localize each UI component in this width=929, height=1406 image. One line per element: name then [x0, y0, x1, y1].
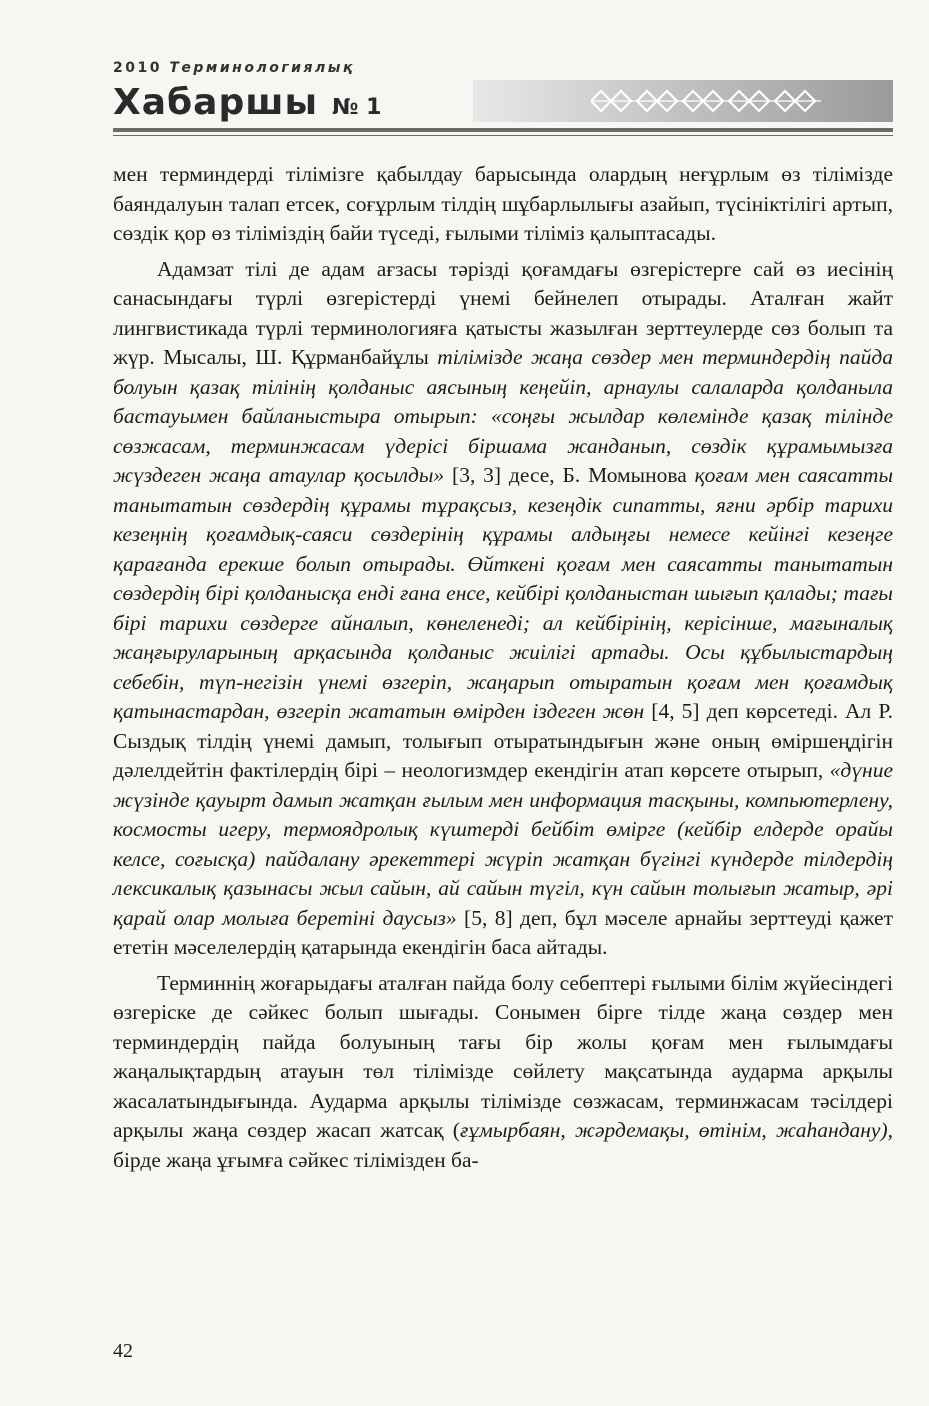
- article-body: [113, 160, 893, 1181]
- p2-text-c: [3, 3] десе, Б. Момынова: [444, 463, 695, 487]
- header-rule-thin: [113, 135, 893, 136]
- p2-text-a: Адамзат тілі де адам ағзасы тәрізді қоғамдағы өзгерістерге сай өз иесінің санасындағы түрлі өзгерістерді үнемі бейнелеп отырады. Аталған жайт лингвистикада түрлі терминологияға қатысты жазылған зерттеулерде сөз болып та жүр. Мысалы, Ш. Құрманбайұлы: [113, 256, 893, 369]
- p2-quote-d: қоғам мен саясатты танытатын сөздердің құрамы тұрақсыз, кезеңдік сипатты, яғни әрбір тарихи кезеңнің қоғамдық-саяси сөздерінің құрамы алдыңғы немесе кейінгі кезеңге қарағанда ерекше болып отырады. Өйткені қоғам мен саясатты танытатын сөздердің бірі қолданысқа енді ғана енсе, кейбірі қолданыстан шығып қалады; тағы бірі тарихи сөздерге айналып, көнеленеді; ал кейбірінің, керісінше, мағыналық жаңғыруларының арқасында қолданыс жиілігі артады. Осы құбылыстардың себебін, түп-негізін үнемі өзгеріп, жаңарып отыратын қоғам мен қоғамдық қатынастардан, өзгеріп жататын өмірден іздеген жөн: [113, 463, 893, 723]
- paragraph-1: мен терминдерді тілімізге қабылдау барысында олардың неғұрлым өз тілімізде баяндалуын талап етсек, соғұрлым тілдің шұбарлылығы азайып, түсініктілігі артып, сөздік қор өз тіліміздің байи түседі, ғылыми тіліміз қалыптасады.: [113, 162, 893, 245]
- p3-text-a: Терминнің жоғарыдағы аталған пайда болу себептері ғылыми білім жүйесіндегі өзгеріске де сәйкес болып шығады. Сонымен бірге тілде жаңа сөздер мен терминдердің пайда болуының тағы бір жолы қоғам мен ғылымдағы жаңалықтардың атауын төл тілімізде сөйлету мақсатында аударма арқылы жасалатындығында. Аударма арқылы тілімізде сөзжасам, терминжасам тәсілдері арқылы жаңа сөздер жасап жатсақ (: [113, 970, 893, 1142]
- journal-header: [113, 60, 893, 140]
- header-year: 2010: [113, 60, 162, 76]
- p2-text-e: [4, 5] деп көрсетеді. Ал Р. Сыздық тілдің үнемі дамып, толығып отыратындығын және оның өміршеңдігін дәлелдейтін фактілердің бірі – неологизмдер екендігін атап көрсете отырып,: [113, 699, 893, 782]
- ornament-pattern-icon: [591, 88, 821, 114]
- paragraph-2: [113, 255, 893, 963]
- header-top-line: [113, 60, 355, 76]
- p3-examples-b: ғұмырбаян, жәрдемақы, өтінім, жаһандану): [459, 1118, 888, 1142]
- journal-title: Хабаршы: [113, 82, 319, 123]
- header-rule-thick: [113, 128, 893, 132]
- header-main-line: [113, 82, 381, 123]
- paragraph-3: [113, 969, 893, 1176]
- p3-text-c: , бірде жаңа ұғымға сәйкес тілімізден ба-: [113, 1118, 894, 1172]
- p2-text-g: [5, 8] деп, бұл мәселе арнайы зерттеуді қажет ететін мәселелердің қатарында екендігін баса айтады.: [113, 905, 893, 959]
- header-series-title: Терминологиялық: [169, 60, 355, 76]
- ornament-band: [473, 80, 893, 122]
- p2-quote-f: «дүние жүзінде қауырт дамып жатқан ғылым мен информация тасқыны, компьютерлену, космосты игеру, термоядролық күштерді бейбіт өмірге (кейбір елдерде орайы келсе, соғысқа) пайдалану әрекеттері жүріп жатқан бүгінгі күндерде тілдердің лексикалық қазынасы жыл сайын, ай сайын түгіл, күн сайын толығып жатыр, әрі қарай олар молыға беретіні даусыз»: [113, 758, 893, 930]
- p2-quote-b: тілімізде жаңа сөздер мен терминдердің пайда болуын қазақ тілінің қолданыс аясының кеңейіп, арнаулы салаларда қолданыла бастауымен байланыстыра отырып: «соңғы жылдар көлемінде қазақ тілінде сөзжасам, терминжасам үдерісі біршама жанданып, сөздік құрамымызға жүздеген жаңа атаулар қосылды»: [113, 345, 893, 487]
- issue-number: № 1: [332, 95, 382, 120]
- page-number: 42: [113, 1340, 133, 1362]
